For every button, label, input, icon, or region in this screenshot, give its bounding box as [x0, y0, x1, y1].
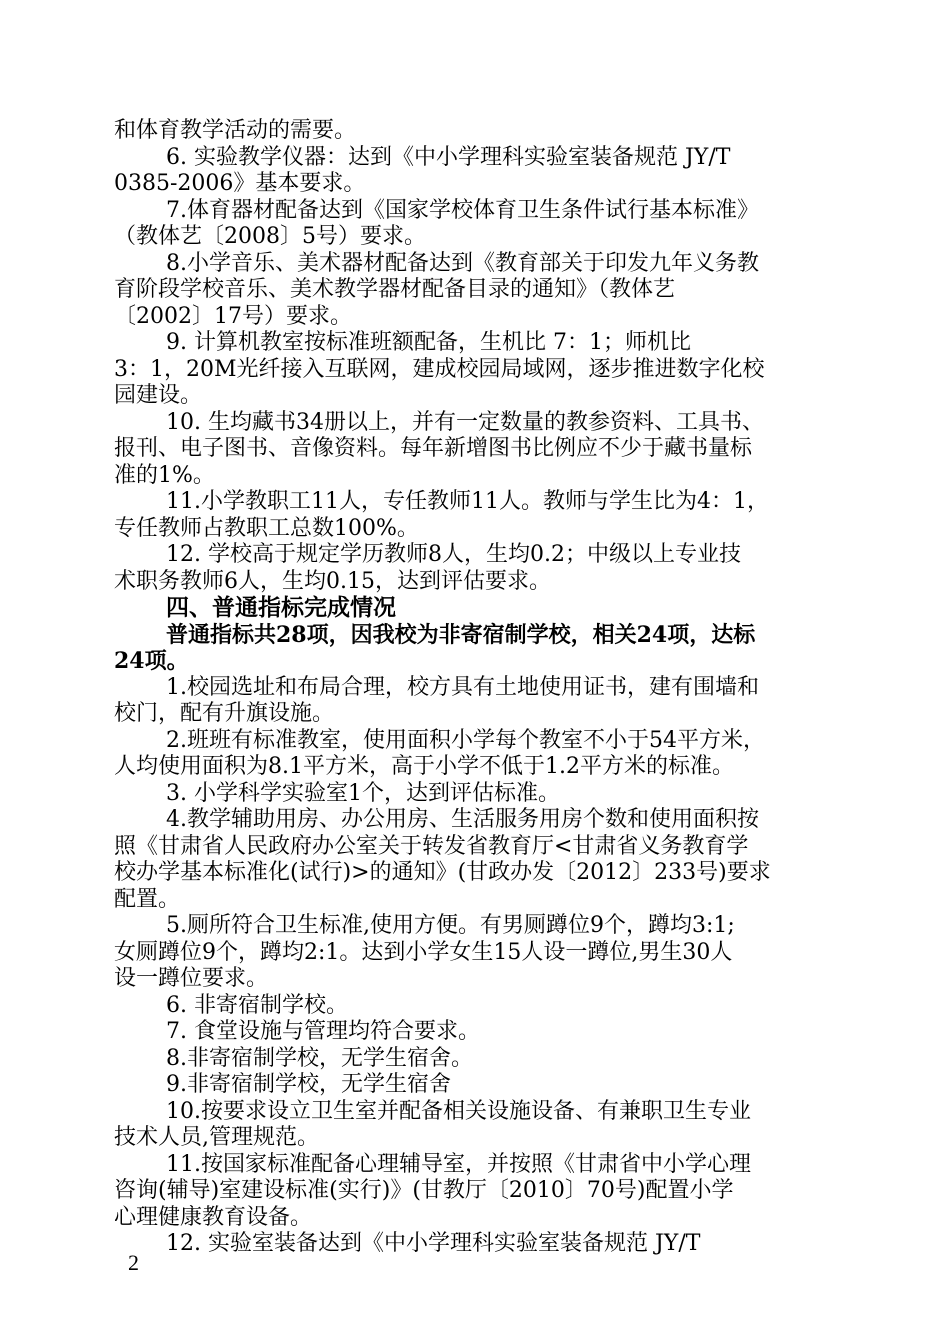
- text-line: 报刊、电子图书、音像资料。每年新增图书比例应不少于藏书量标: [114, 436, 753, 461]
- text-line: 8.小学音乐、美术器材配备达到《教育部关于印发九年义务教: [166, 250, 759, 276]
- text-line: 育阶段学校音乐、美术教学器材配备目录的通知》（教体艺: [114, 277, 676, 302]
- text-line: 10. 生均藏书34册以上，并有一定数量的教参资料、工具书、: [166, 409, 764, 435]
- text-line: 7. 食堂设施与管理均符合要求。: [166, 1019, 480, 1044]
- text-line: 6. 非寄宿制学校。: [166, 992, 348, 1018]
- text-line: 校办学基本标准化(试行)>的通知》(甘政办发〔2012〕233号)要求: [114, 860, 771, 885]
- text-line: 7.体育器材配备达到《国家学校体育卫生条件试行基本标准》: [166, 197, 759, 223]
- text-line: 女厕蹲位9个，蹲均2:1。达到小学女生15人设一蹲位,男生30人: [114, 939, 733, 965]
- text-line: 3. 小学科学实验室1个，达到评估标准。: [166, 780, 560, 806]
- text-line: 咨询(辅导)室建设标准(实行)》(甘教厅〔2010〕70号)配置小学: [114, 1178, 734, 1203]
- text-line: 12. 实验室装备达到《中小学理科实验室装备规范 JY/T: [166, 1231, 701, 1256]
- text-line: 〔2002〕17号）要求。: [114, 303, 352, 329]
- text-line: 准的1%。: [114, 462, 215, 488]
- text-line: 技术人员,管理规范。: [114, 1125, 319, 1150]
- text-line: 和体育教学活动的需要。: [114, 118, 357, 143]
- text-line: 心理健康教育设备。: [114, 1204, 313, 1230]
- text-line: 普通指标共28项，因我校为非寄宿制学校，相关24项，达标: [166, 621, 756, 648]
- text-line: 10.按要求设立卫生室并配备相关设施设备、有兼职卫生专业: [166, 1098, 751, 1124]
- text-line: 11.按国家标准配备心理辅导室，并按照《甘肃省中小学心理: [166, 1151, 751, 1177]
- text-line: 3：1，20M光纤接入互联网，建成校园局域网，逐步推进数字化校: [114, 356, 765, 382]
- text-line: 设一蹲位要求。: [114, 966, 269, 991]
- text-line: 12. 学校高于规定学历教师8人，生均0.2；中级以上专业技: [166, 542, 741, 567]
- text-line: 11.小学教职工11人，专任教师11人。教师与学生比为4：1，: [166, 489, 769, 514]
- text-line: 5.厕所符合卫生标准,使用方便。有男厕蹲位9个，蹲均3:1;: [166, 913, 735, 938]
- text-line: 9. 计算机教室按标准班额配备，生机比 7：1；师机比: [166, 330, 691, 355]
- text-line: 9.非寄宿制学校，无学生宿舍: [166, 1072, 451, 1097]
- page-number: 2: [128, 1250, 139, 1275]
- text-line: 专任教师占教职工总数100%。: [114, 515, 419, 541]
- text-line: 2.班班有标准教室，使用面积小学每个教室不小于54平方米，: [166, 727, 765, 753]
- text-line: （教体艺〔2008〕5号）要求。: [114, 224, 426, 249]
- document-body: [114, 118, 838, 1258]
- text-line: 1.校园选址和布局合理，校方具有土地使用证书，建有围墙和: [166, 674, 759, 700]
- text-line: 4.教学辅助用房、办公用房、生活服务用房个数和使用面积按: [166, 807, 759, 832]
- text-line: 校门，配有升旗设施。: [114, 701, 335, 726]
- text-line: 0385-2006》基本要求。: [114, 171, 366, 196]
- text-line: 6. 实验教学仪器：达到《中小学理科实验室装备规范 JY/T: [166, 144, 731, 170]
- text-line: 人均使用面积为8.1平方米，高于小学不低于1.2平方米的标准。: [114, 754, 734, 779]
- text-line: 24项。: [114, 648, 189, 674]
- text-line: 8.非寄宿制学校，无学生宿舍。: [166, 1045, 473, 1071]
- section-heading: 四、普通指标完成情况: [166, 595, 396, 621]
- text-line: 照《甘肃省人民政府办公室关于转发省教育厅<甘肃省义务教育学: [114, 833, 749, 859]
- text-line: 配置。: [114, 886, 181, 912]
- text-line: 术职务教师6人，生均0.15，达到评估要求。: [114, 568, 551, 594]
- text-line: 园建设。: [114, 383, 203, 408]
